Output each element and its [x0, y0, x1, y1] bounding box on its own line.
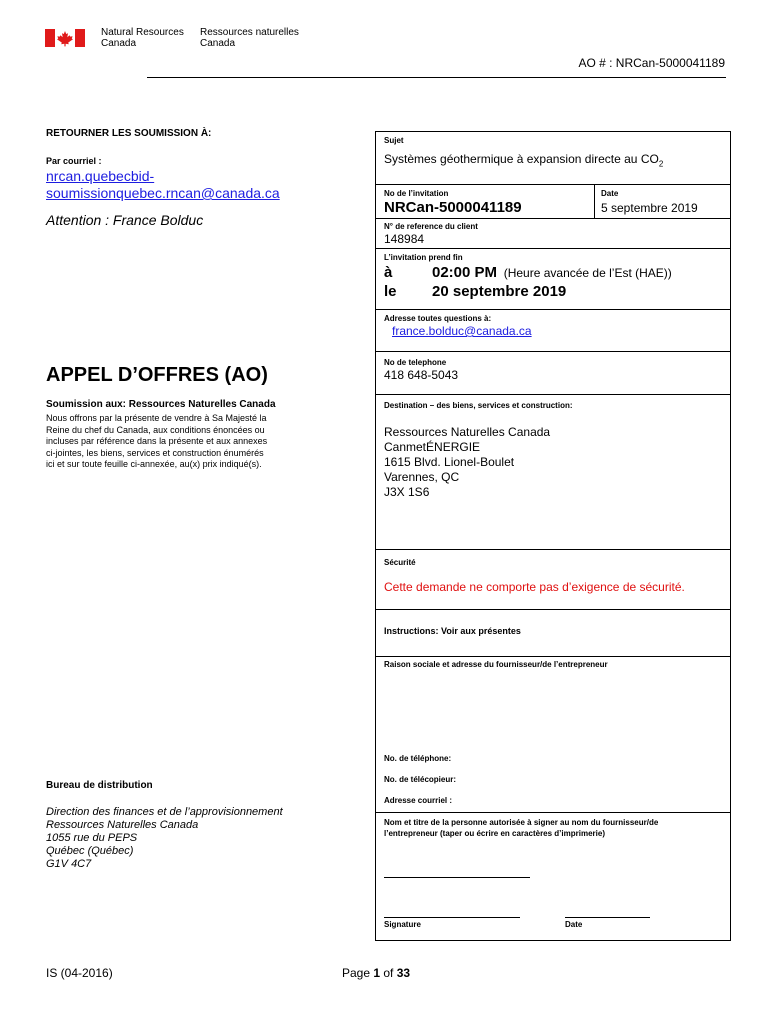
supplier-phone-label: No. de téléphone:	[384, 754, 452, 763]
divider	[376, 218, 730, 219]
gov-fr-line1: Ressources naturelles	[200, 27, 299, 38]
divider	[376, 184, 730, 185]
gov-fr-line2: Canada	[200, 38, 236, 49]
supplier-label: Raison sociale et adresse du fournisseur/de l’entrepreneur	[384, 660, 608, 669]
offer-line: Nous offrons par la présente de vendre à Sa Majesté la	[46, 413, 267, 423]
divider	[376, 609, 730, 610]
client-ref-value: 148984	[384, 232, 425, 246]
subject-label: Sujet	[384, 136, 404, 145]
destination-line: J3X 1S6	[384, 485, 430, 499]
questions-email-link[interactable]: france.bolduc@canada.ca	[392, 324, 532, 338]
offer-paragraph	[46, 413, 316, 471]
subject-value	[384, 152, 663, 168]
divider	[376, 394, 730, 395]
destination-line: CanmetÉNERGIE	[384, 440, 481, 454]
gov-en-line2: Canada	[101, 38, 137, 49]
page-prefix: Page	[342, 966, 374, 980]
attention-line: Attention : France Bolduc	[46, 212, 204, 228]
divider	[594, 184, 595, 218]
signature-line[interactable]	[384, 917, 520, 918]
client-ref-label: N° de reference du client	[384, 222, 478, 231]
canada-flag-icon	[45, 29, 85, 47]
date-label: Date	[601, 189, 619, 198]
divider	[376, 812, 730, 813]
tender-info-box	[375, 131, 731, 941]
divider	[376, 656, 730, 657]
subject-subscript: 2	[658, 159, 664, 169]
address-line: G1V 4C7	[46, 858, 92, 870]
by-email-label: Par courriel :	[46, 156, 102, 166]
signature-date-line[interactable]	[565, 917, 650, 918]
address-line: Québec (Québec)	[46, 845, 134, 857]
closing-timezone: (Heure avancée de l’Est (HAE))	[503, 266, 672, 280]
signature-date-label: Date	[565, 920, 583, 929]
signer-name-line[interactable]	[384, 877, 530, 878]
closing-label: L’invitation prend fin	[384, 253, 463, 262]
ao-reference: AO # : NRCan-5000041189	[578, 56, 725, 70]
address-line: Ressources Naturelles Canada	[46, 819, 199, 831]
signer-label	[384, 817, 658, 839]
closing-time: 02:00 PM	[432, 264, 498, 281]
document-title: APPEL D’OFFRES (AO)	[46, 364, 268, 386]
divider	[376, 248, 730, 249]
subject-text: Systèmes géothermique à expansion directe au CO	[384, 152, 659, 166]
signer-label-line2: l’entrepreneur (taper ou écrire en caractères d’imprimerie)	[384, 829, 605, 838]
bureau-address	[46, 806, 283, 871]
questions-label: Adresse toutes questions à:	[384, 314, 492, 323]
date-value: 5 septembre 2019	[601, 201, 698, 215]
form-code: IS (04-2016)	[46, 966, 113, 980]
bureau-label: Bureau de distribution	[46, 780, 153, 791]
security-label: Sécurité	[384, 558, 416, 567]
closing-date: 20 septembre 2019	[432, 283, 567, 300]
page-total: 33	[396, 966, 411, 980]
gov-en-line1: Natural Resources	[101, 27, 184, 38]
closing-date-line	[384, 283, 566, 300]
destination-line: Varennes, QC	[384, 470, 460, 484]
page-number: 1	[373, 966, 381, 980]
closing-at: à	[384, 264, 393, 281]
supplier-fax-label: No. de télécopieur:	[384, 775, 457, 784]
address-line: 1055 rue du PEPS	[46, 832, 138, 844]
page-counter	[342, 966, 410, 980]
invitation-label: No de l’invitation	[384, 189, 449, 198]
offer-line: ci-jointes, les biens, services et construction énumérés	[46, 447, 264, 458]
page-of: of	[380, 966, 397, 980]
offer-line: incluses par référence dans la présente et aux annexes	[46, 436, 268, 446]
invitation-number: NRCan-5000041189	[384, 199, 522, 216]
return-email-line2[interactable]: soumissionquebec.rncan@canada.ca	[46, 185, 280, 201]
gov-name-french	[200, 27, 299, 49]
closing-on: le	[384, 283, 397, 300]
signer-label-line1: Nom et titre de la personne autorisée à signer au nom du fournisseur/de	[384, 818, 659, 827]
gov-name-english	[101, 27, 184, 49]
submission-to: Soumission aux: Ressources Naturelles Canada	[46, 399, 276, 410]
security-statement: Cette demande ne comporte pas d’exigence de sécurité.	[384, 580, 685, 594]
destination-address	[384, 425, 550, 500]
instructions-label: Instructions: Voir aux présentes	[384, 626, 521, 636]
signature-label: Signature	[384, 920, 421, 929]
header-divider	[147, 77, 726, 78]
supplier-email-label: Adresse courriel :	[384, 796, 453, 805]
offer-line: ici et sur toute feuille ci-annexée, au(x) prix indiqué(s).	[46, 459, 262, 469]
phone-label: No de telephone	[384, 358, 447, 367]
destination-label: Destination – des biens, services et construction:	[384, 401, 573, 410]
closing-time-line	[384, 264, 672, 281]
divider	[376, 351, 730, 352]
return-email-link[interactable]	[46, 168, 280, 202]
return-email-line1[interactable]: nrcan.quebecbid-	[46, 168, 155, 184]
offer-line: Reine du chef du Canada, aux conditions énoncées ou	[46, 424, 265, 435]
phone-value: 418 648-5043	[384, 368, 459, 382]
divider	[376, 309, 730, 310]
destination-line: Ressources Naturelles Canada	[384, 425, 551, 439]
destination-line: 1615 Blvd. Lionel-Boulet	[384, 455, 515, 469]
return-heading: RETOURNER LES SOUMISSION À:	[46, 128, 212, 139]
address-line: Direction des finances et de l’approvisionnement	[46, 806, 283, 818]
divider	[376, 549, 730, 550]
